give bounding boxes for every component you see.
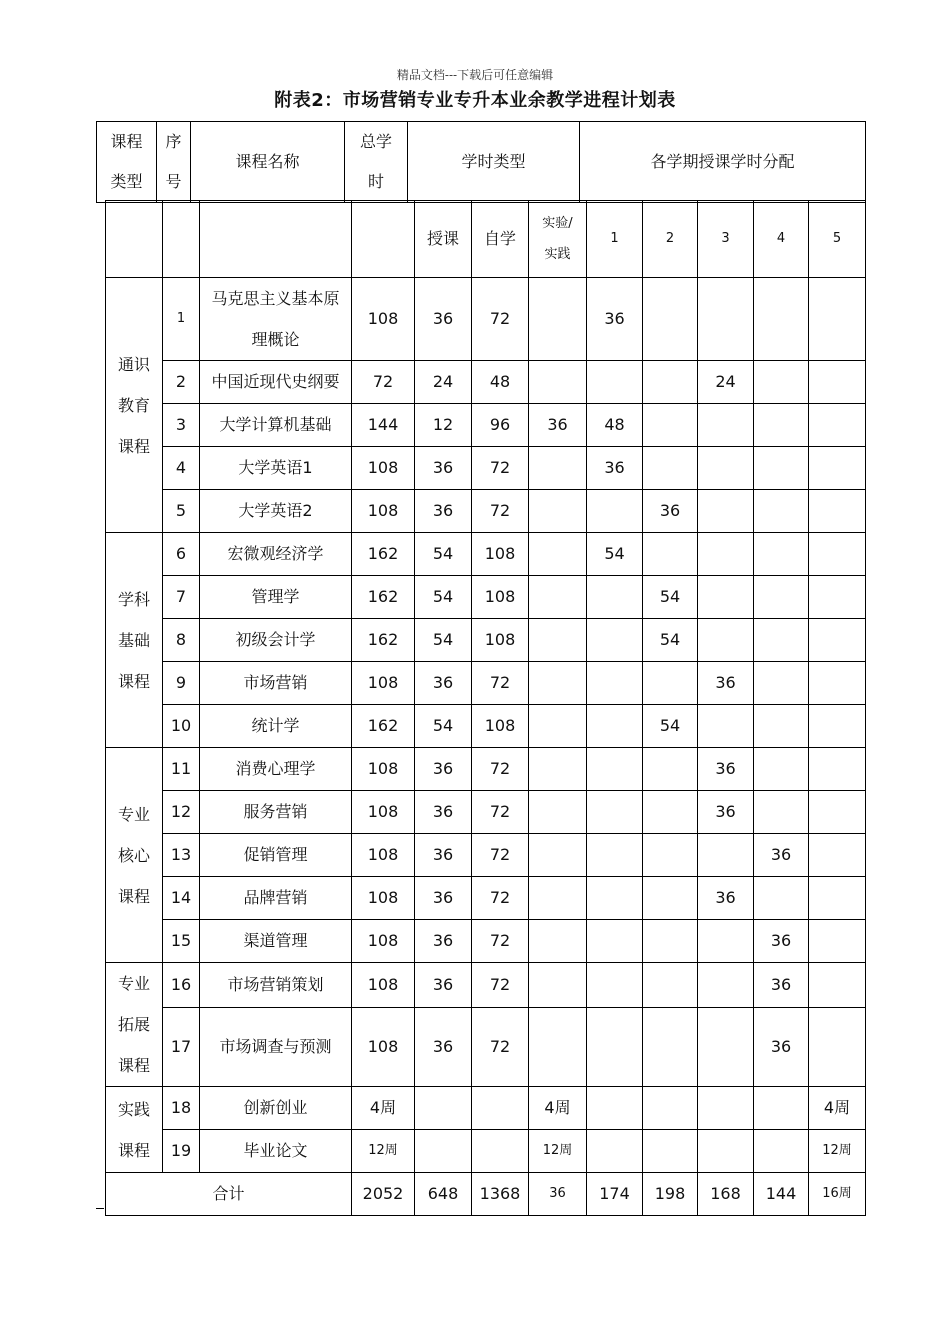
- total-hours-cell: 162: [352, 619, 415, 662]
- subheader-self-study: 自学: [472, 201, 529, 278]
- self-study-cell: 96: [472, 404, 529, 447]
- seq-cell: 2: [163, 361, 200, 404]
- semester-1-cell: 36: [587, 447, 643, 490]
- semester-3-cell: [698, 278, 754, 361]
- table-row: [106, 361, 866, 404]
- semester-2-cell: 54: [643, 576, 698, 619]
- semester-4-cell: [754, 490, 809, 533]
- lecture-cell: 36: [415, 748, 472, 791]
- seq-cell: 15: [163, 920, 200, 963]
- course-name-cell: 市场营销策划: [200, 963, 352, 1008]
- semester-1-cell: [587, 1007, 643, 1086]
- seq-cell: 17: [163, 1007, 200, 1086]
- plan-table: [105, 200, 866, 1216]
- course-name-cell: 统计学: [200, 705, 352, 748]
- course-name-cell: 管理学: [200, 576, 352, 619]
- seq-cell: 14: [163, 877, 200, 920]
- table-row: [106, 834, 866, 877]
- total-hours-cell: 108: [352, 748, 415, 791]
- table-edge-line: [96, 1208, 104, 1209]
- self-study-cell: [472, 1130, 529, 1173]
- total-hours-cell: 108: [352, 963, 415, 1008]
- semester-3-cell: [698, 576, 754, 619]
- semester-2-cell: [643, 447, 698, 490]
- semester-1-cell: 36: [587, 278, 643, 361]
- seq-cell: 8: [163, 619, 200, 662]
- lecture-cell: 12: [415, 404, 472, 447]
- subheader-semester-1: 1: [587, 201, 643, 278]
- practice-cell: [529, 619, 587, 662]
- lecture-cell: 36: [415, 791, 472, 834]
- seq-cell: 13: [163, 834, 200, 877]
- seq-cell: 16: [163, 963, 200, 1008]
- table-row: [106, 278, 866, 361]
- self-study-cell: 72: [472, 834, 529, 877]
- semester-3-cell: [698, 705, 754, 748]
- semester-5-cell: [809, 920, 866, 963]
- lecture-cell: 36: [415, 1007, 472, 1086]
- lecture-cell: 54: [415, 705, 472, 748]
- total-semester-3-cell: 168: [698, 1173, 754, 1216]
- total-hours-cell: 108: [352, 791, 415, 834]
- semester-2-cell: [643, 533, 698, 576]
- self-study-cell: 72: [472, 278, 529, 361]
- course-name-cell: 市场调查与预测: [200, 1007, 352, 1086]
- semester-3-cell: [698, 963, 754, 1008]
- course-name-cell: 宏微观经济学: [200, 533, 352, 576]
- total-hours-cell: 144: [352, 404, 415, 447]
- semester-4-cell: [754, 447, 809, 490]
- practice-cell: [529, 278, 587, 361]
- semester-4-cell: [754, 662, 809, 705]
- semester-2-cell: 36: [643, 490, 698, 533]
- seq-cell: 3: [163, 404, 200, 447]
- total-hours-cell: 108: [352, 834, 415, 877]
- semester-3-cell: [698, 834, 754, 877]
- semester-5-cell: [809, 361, 866, 404]
- self-study-cell: 108: [472, 619, 529, 662]
- header-table: [96, 121, 866, 203]
- total-semester-2-cell: 198: [643, 1173, 698, 1216]
- seq-cell: 12: [163, 791, 200, 834]
- semester-1-cell: 54: [587, 533, 643, 576]
- lecture-cell: 54: [415, 619, 472, 662]
- course-name-cell: 市场营销: [200, 662, 352, 705]
- self-study-cell: 108: [472, 576, 529, 619]
- semester-1-cell: [587, 361, 643, 404]
- header-total-hours: 总学 时: [345, 122, 408, 203]
- total-sum-cell: 2052: [352, 1173, 415, 1216]
- self-study-cell: [472, 1087, 529, 1130]
- semester-5-cell: [809, 1007, 866, 1086]
- lecture-cell: 36: [415, 278, 472, 361]
- seq-cell: 6: [163, 533, 200, 576]
- practice-cell: [529, 877, 587, 920]
- semester-2-cell: [643, 361, 698, 404]
- semester-4-cell: [754, 748, 809, 791]
- header-hour-type: 学时类型: [408, 122, 580, 203]
- practice-cell: [529, 662, 587, 705]
- self-study-cell: 72: [472, 748, 529, 791]
- header-semester-dist: 各学期授课学时分配: [580, 122, 866, 203]
- group-label: 实践 课程: [106, 1087, 163, 1173]
- practice-cell: [529, 791, 587, 834]
- practice-cell: [529, 963, 587, 1008]
- table-row: [106, 705, 866, 748]
- lecture-cell: 36: [415, 963, 472, 1008]
- semester-2-cell: [643, 920, 698, 963]
- total-hours-cell: 162: [352, 576, 415, 619]
- practice-cell: [529, 447, 587, 490]
- semester-1-cell: [587, 963, 643, 1008]
- lecture-cell: 54: [415, 576, 472, 619]
- semester-4-cell: 36: [754, 920, 809, 963]
- semester-2-cell: [643, 404, 698, 447]
- self-study-cell: 72: [472, 1007, 529, 1086]
- semester-2-cell: [643, 963, 698, 1008]
- table-row: [106, 1087, 866, 1130]
- self-study-cell: 72: [472, 791, 529, 834]
- total-label: 合计: [106, 1173, 352, 1216]
- seq-cell: 4: [163, 447, 200, 490]
- table-row: [106, 748, 866, 791]
- semester-3-cell: [698, 447, 754, 490]
- semester-1-cell: 48: [587, 404, 643, 447]
- semester-5-cell: [809, 404, 866, 447]
- lecture-cell: 24: [415, 361, 472, 404]
- watermark-text: 精品文档---下载后可任意编辑: [396, 68, 554, 82]
- total-semester-5-cell: 16周: [809, 1173, 866, 1216]
- group-label: 专业 核心 课程: [106, 748, 163, 963]
- practice-cell: [529, 705, 587, 748]
- semester-1-cell: [587, 834, 643, 877]
- semester-3-cell: [698, 1130, 754, 1173]
- semester-1-cell: [587, 576, 643, 619]
- table-row: [106, 963, 866, 1008]
- subheader-semester-5: 5: [809, 201, 866, 278]
- lecture-cell: [415, 1130, 472, 1173]
- total-hours-cell: 162: [352, 705, 415, 748]
- self-study-cell: 108: [472, 533, 529, 576]
- semester-5-cell: [809, 877, 866, 920]
- semester-2-cell: [643, 1087, 698, 1130]
- practice-cell: 36: [529, 404, 587, 447]
- semester-3-cell: [698, 490, 754, 533]
- total-hours-cell: 72: [352, 361, 415, 404]
- lecture-cell: 36: [415, 877, 472, 920]
- semester-5-cell: [809, 576, 866, 619]
- lecture-cell: 54: [415, 533, 472, 576]
- total-hours-cell: 108: [352, 662, 415, 705]
- subheader-row: [106, 201, 866, 278]
- semester-3-cell: [698, 533, 754, 576]
- semester-3-cell: 36: [698, 791, 754, 834]
- semester-5-cell: [809, 834, 866, 877]
- table-row: [106, 619, 866, 662]
- semester-3-cell: [698, 1007, 754, 1086]
- total-hours-cell: 108: [352, 877, 415, 920]
- semester-3-cell: [698, 404, 754, 447]
- practice-cell: [529, 834, 587, 877]
- course-name-cell: 大学英语1: [200, 447, 352, 490]
- semester-1-cell: [587, 662, 643, 705]
- self-study-cell: 72: [472, 447, 529, 490]
- course-name-cell: 毕业论文: [200, 1130, 352, 1173]
- table-row: [106, 791, 866, 834]
- semester-2-cell: 54: [643, 619, 698, 662]
- seq-cell: 11: [163, 748, 200, 791]
- semester-4-cell: [754, 278, 809, 361]
- semester-1-cell: [587, 1130, 643, 1173]
- semester-4-cell: 36: [754, 963, 809, 1008]
- practice-cell: 4周: [529, 1087, 587, 1130]
- practice-cell: [529, 533, 587, 576]
- semester-1-cell: [587, 705, 643, 748]
- header-seq: 序 号: [157, 122, 191, 203]
- seq-cell: 10: [163, 705, 200, 748]
- semester-3-cell: [698, 1087, 754, 1130]
- semester-1-cell: [587, 748, 643, 791]
- self-study-cell: 72: [472, 920, 529, 963]
- course-name-cell: 初级会计学: [200, 619, 352, 662]
- semester-1-cell: [587, 619, 643, 662]
- table-row: [106, 1130, 866, 1173]
- lecture-cell: 36: [415, 920, 472, 963]
- semester-3-cell: [698, 619, 754, 662]
- semester-2-cell: [643, 748, 698, 791]
- semester-2-cell: 54: [643, 705, 698, 748]
- seq-cell: 1: [163, 278, 200, 361]
- semester-4-cell: [754, 404, 809, 447]
- semester-3-cell: 36: [698, 748, 754, 791]
- seq-cell: 19: [163, 1130, 200, 1173]
- semester-5-cell: 12周: [809, 1130, 866, 1173]
- course-name-cell: 品牌营销: [200, 877, 352, 920]
- seq-cell: 5: [163, 490, 200, 533]
- total-hours-cell: 162: [352, 533, 415, 576]
- semester-4-cell: [754, 619, 809, 662]
- semester-5-cell: [809, 447, 866, 490]
- group-label: 学科 基础 课程: [106, 533, 163, 748]
- semester-2-cell: [643, 791, 698, 834]
- course-name-cell: 服务营销: [200, 791, 352, 834]
- semester-4-cell: [754, 791, 809, 834]
- semester-5-cell: [809, 791, 866, 834]
- practice-cell: [529, 361, 587, 404]
- semester-4-cell: [754, 1087, 809, 1130]
- total-semester-4-cell: 144: [754, 1173, 809, 1216]
- semester-1-cell: [587, 1087, 643, 1130]
- semester-1-cell: [587, 877, 643, 920]
- total-lecture-cell: 648: [415, 1173, 472, 1216]
- semester-5-cell: [809, 278, 866, 361]
- total-row: [106, 1173, 866, 1216]
- total-hours-cell: 12周: [352, 1130, 415, 1173]
- semester-5-cell: [809, 490, 866, 533]
- total-hours-cell: 108: [352, 1007, 415, 1086]
- header-course-name: 课程名称: [191, 122, 345, 203]
- practice-cell: [529, 576, 587, 619]
- total-hours-cell: 108: [352, 920, 415, 963]
- header-course-type: 课程 类型: [97, 122, 157, 203]
- total-hours-cell: 108: [352, 447, 415, 490]
- semester-4-cell: [754, 877, 809, 920]
- table-row: [106, 404, 866, 447]
- semester-2-cell: [643, 278, 698, 361]
- self-study-cell: 72: [472, 490, 529, 533]
- table-row: [106, 920, 866, 963]
- table-row: [106, 576, 866, 619]
- course-name-cell: 中国近现代史纲要: [200, 361, 352, 404]
- semester-2-cell: [643, 662, 698, 705]
- course-name-cell: 创新创业: [200, 1087, 352, 1130]
- practice-cell: [529, 920, 587, 963]
- seq-cell: 18: [163, 1087, 200, 1130]
- total-practice-cell: 36: [529, 1173, 587, 1216]
- course-name-cell: 促销管理: [200, 834, 352, 877]
- total-hours-cell: 108: [352, 490, 415, 533]
- practice-cell: [529, 1007, 587, 1086]
- semester-4-cell: 36: [754, 834, 809, 877]
- subheader-semester-3: 3: [698, 201, 754, 278]
- semester-3-cell: 24: [698, 361, 754, 404]
- semester-1-cell: [587, 920, 643, 963]
- table-row: [106, 1007, 866, 1086]
- subheader-lecture: 授课: [415, 201, 472, 278]
- semester-4-cell: [754, 1130, 809, 1173]
- subheader-practice: 实验/ 实践: [529, 201, 587, 278]
- semester-5-cell: [809, 705, 866, 748]
- semester-4-cell: [754, 705, 809, 748]
- lecture-cell: 36: [415, 490, 472, 533]
- subheader-semester-2: 2: [643, 201, 698, 278]
- self-study-cell: 72: [472, 877, 529, 920]
- semester-3-cell: 36: [698, 877, 754, 920]
- semester-5-cell: [809, 662, 866, 705]
- lecture-cell: 36: [415, 662, 472, 705]
- total-hours-cell: 108: [352, 278, 415, 361]
- course-name-cell: 马克思主义基本原理概论: [200, 278, 352, 361]
- semester-2-cell: [643, 1130, 698, 1173]
- semester-3-cell: [698, 920, 754, 963]
- course-name-cell: 大学计算机基础: [200, 404, 352, 447]
- practice-cell: [529, 748, 587, 791]
- semester-4-cell: [754, 533, 809, 576]
- table-row: [106, 447, 866, 490]
- seq-cell: 9: [163, 662, 200, 705]
- semester-2-cell: [643, 834, 698, 877]
- group-label: 专业 拓展 课程: [106, 963, 163, 1087]
- semester-5-cell: 4周: [809, 1087, 866, 1130]
- self-study-cell: 48: [472, 361, 529, 404]
- page-title: 附表2：市场营销专业专升本业余教学进程计划表: [274, 90, 676, 111]
- group-label: 通识 教育 课程: [106, 278, 163, 533]
- self-study-cell: 108: [472, 705, 529, 748]
- practice-cell: [529, 490, 587, 533]
- lecture-cell: 36: [415, 447, 472, 490]
- practice-cell: 12周: [529, 1130, 587, 1173]
- table-row: [106, 877, 866, 920]
- semester-5-cell: [809, 963, 866, 1008]
- total-hours-cell: 4周: [352, 1087, 415, 1130]
- total-semester-1-cell: 174: [587, 1173, 643, 1216]
- course-name-cell: 消费心理学: [200, 748, 352, 791]
- semester-5-cell: [809, 533, 866, 576]
- semester-1-cell: [587, 490, 643, 533]
- course-name-cell: 渠道管理: [200, 920, 352, 963]
- semester-5-cell: [809, 748, 866, 791]
- semester-4-cell: [754, 576, 809, 619]
- semester-1-cell: [587, 791, 643, 834]
- semester-4-cell: 36: [754, 1007, 809, 1086]
- lecture-cell: 36: [415, 834, 472, 877]
- subheader-semester-4: 4: [754, 201, 809, 278]
- semester-2-cell: [643, 877, 698, 920]
- semester-4-cell: [754, 361, 809, 404]
- table-row: [106, 662, 866, 705]
- lecture-cell: [415, 1087, 472, 1130]
- total-self-study-cell: 1368: [472, 1173, 529, 1216]
- semester-3-cell: 36: [698, 662, 754, 705]
- table-row: [106, 490, 866, 533]
- self-study-cell: 72: [472, 662, 529, 705]
- semester-2-cell: [643, 1007, 698, 1086]
- table-row: [106, 533, 866, 576]
- course-name-cell: 大学英语2: [200, 490, 352, 533]
- seq-cell: 7: [163, 576, 200, 619]
- self-study-cell: 72: [472, 963, 529, 1008]
- semester-5-cell: [809, 619, 866, 662]
